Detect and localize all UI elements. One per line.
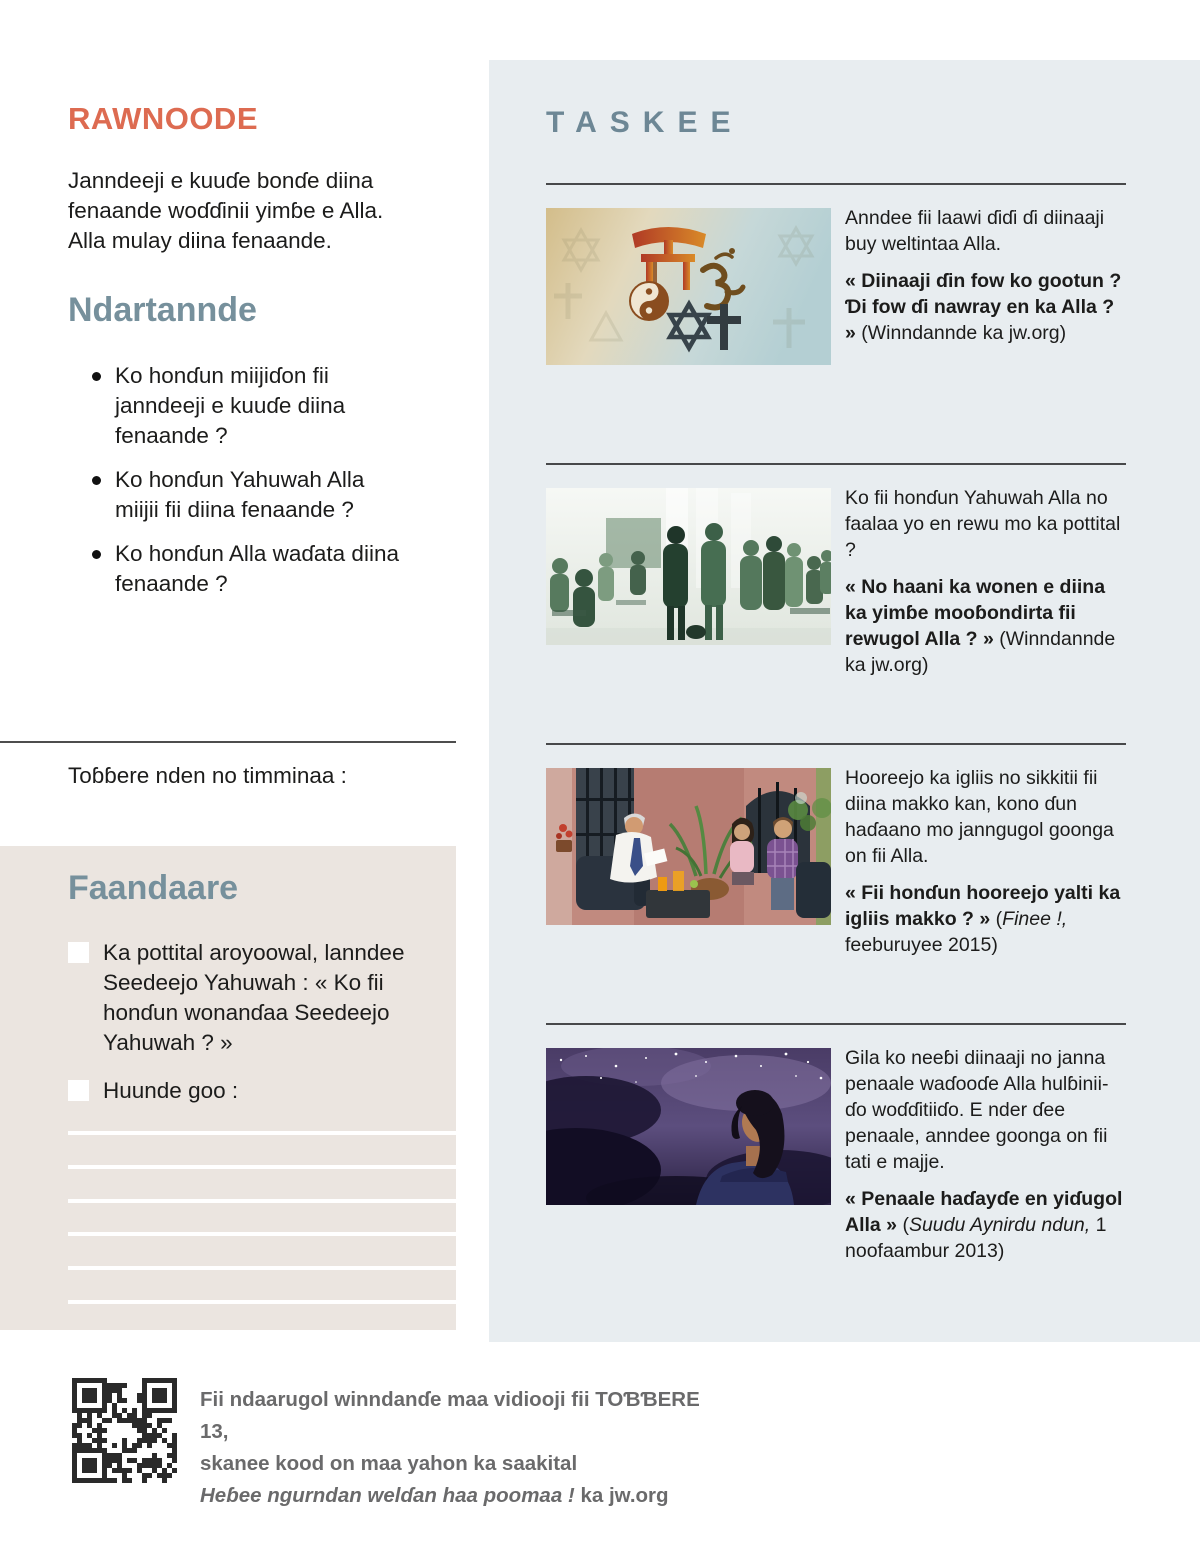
write-line[interactable] (68, 1300, 456, 1304)
goal-item (68, 1076, 433, 1106)
section-body: Gila ko neeɓi diinaaji no janna penaale waɗooɗe Alla hulɓinii-ɗo woɗɗitiiɗo. E nder ɗee penaale, anndee goonga on fii tati e majje. (845, 1047, 1109, 1173)
section-reference: « No haani ka wonen e diina ka yimɓe mooɓondirta fii rewugol Alla ? » (Winndannde ka jw.org) (845, 576, 1116, 676)
qr-code (68, 1374, 181, 1487)
woman-night-sky-photo (546, 1048, 831, 1205)
goal-title: Faandaare (68, 869, 239, 907)
write-line[interactable] (68, 1199, 456, 1203)
write-line[interactable] (68, 1165, 456, 1169)
section-text (845, 205, 1129, 346)
congregation-meeting-illustration (546, 488, 831, 645)
religious-symbols-collage (546, 208, 831, 365)
taskee-title: TASKEE (546, 106, 744, 139)
review-title: Ndartannde (68, 291, 257, 329)
review-list (68, 361, 413, 613)
lesson-title: RAWNOODE (68, 101, 258, 136)
goal-item-label: Huunde goo : (103, 1078, 239, 1103)
section-reference: « Fii honɗun hooreejo yalti ka igliis makko ? » (Finee !, feeburuyee 2015) (845, 882, 1121, 956)
write-line[interactable] (68, 1232, 456, 1236)
section-divider (546, 1023, 1126, 1025)
review-item: Ko honɗun Yahuwah Alla miijii fii diina fenaande ? (68, 465, 413, 525)
goal-checkbox[interactable] (68, 1080, 89, 1101)
footer-line1: Fii ndaarugol winndanɗe maa vidiooji fii TOƁƁERE 13, (200, 1388, 700, 1443)
section-body: Hooreejo ka igliis no sikkitii fii diina makko kan, kono ɗun haɗaano mo janngugol goonga on fii Alla. (845, 767, 1114, 867)
section-reference: « Diinaaji ɗin fow ko gootun ? Ɗi fow ɗi nawray en ka Alla ? » (Winndannde ka jw.org) (845, 270, 1122, 344)
left-divider (0, 741, 456, 743)
goal-checkbox[interactable] (68, 942, 89, 963)
footer-publication-title: Heɓee ngurndan welɗan haa poomaa ! (200, 1484, 575, 1507)
section-divider (546, 183, 1126, 185)
section-reference: « Penaale haɗayɗe en yiɗugol Alla » (Suudu Aynirdu ndun, 1 noofaambur 2013) (845, 1188, 1123, 1262)
footer-line3-rest: ka jw.org (574, 1484, 669, 1507)
section-text (845, 1045, 1129, 1264)
lesson-completed-label: Toɓɓere nden no timminaa : (68, 763, 347, 788)
review-item: Ko honɗun miijiɗon fii janndeeji e kuuɗe diina fenaande ? (68, 361, 413, 451)
section-divider (546, 743, 1126, 745)
write-line[interactable] (68, 1266, 456, 1270)
write-line[interactable] (68, 1131, 456, 1135)
patio-discussion-photo (546, 768, 831, 925)
section-text (845, 765, 1129, 958)
section-text (845, 485, 1129, 678)
section-body: Ko fii honɗun Yahuwah Alla no faalaa yo en rewu mo ka pottital ? (845, 487, 1121, 561)
section-body: Anndee fii laawi ɗiɗi ɗi diinaaji buy weltintaa Alla. (845, 207, 1105, 255)
footer-line2: skanee kood on maa yahon ka saakital (200, 1452, 578, 1475)
goal-item-label: Ka pottital aroyoowal, lanndee Seedeejo Yahuwah : « Ko fii honɗun wonanɗaa Seedeejo Yahuwah ? » (103, 940, 405, 1055)
write-lines (68, 1131, 456, 1334)
goal-item (68, 938, 433, 1058)
footer-scan-note (200, 1384, 700, 1512)
lesson-intro: Janndeeji e kuuɗe bonɗe diina fenaande woɗɗinii yimɓe e Alla. Alla mulay diina fenaande. (68, 168, 384, 253)
section-divider (546, 463, 1126, 465)
review-item: Ko honɗun Alla waɗata diina fenaande ? (68, 539, 413, 599)
